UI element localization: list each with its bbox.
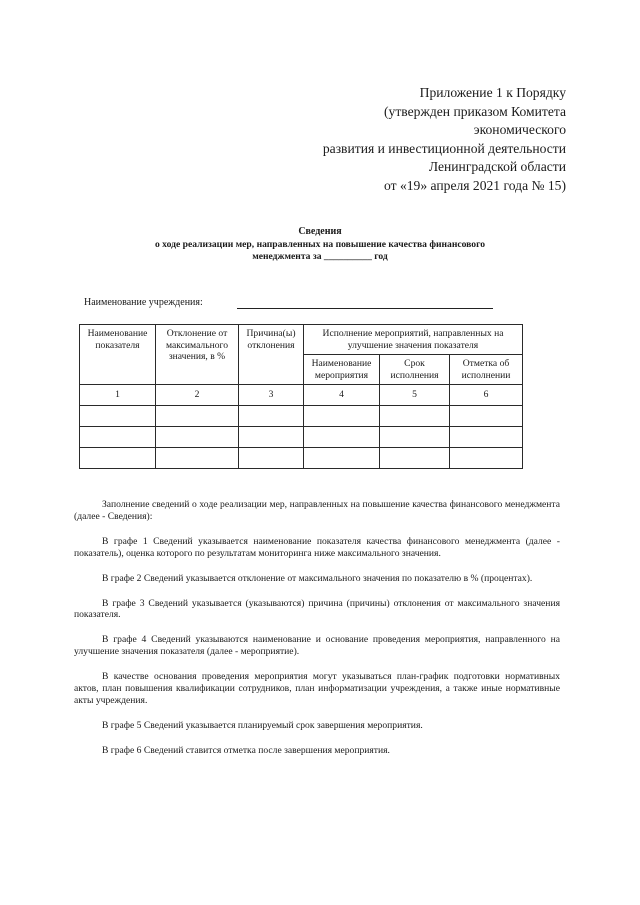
header-cell: Причина(ы) отклонения (239, 325, 304, 385)
table-cell (239, 448, 304, 469)
instructions-section (74, 499, 560, 770)
header-cell: Отметка об исполнении (450, 355, 523, 385)
instruction-paragraph: В графе 3 Сведений указывается (указываются) причина (причины) отклонения от максимального значения показателя. (74, 597, 560, 621)
column-number: 6 (450, 385, 523, 406)
table-cell (380, 406, 450, 427)
table-row (80, 448, 523, 469)
appendix-line: экономического (473, 122, 566, 138)
appendix-line: (утвержден приказом Комитета (384, 103, 566, 119)
org-label: Наименование учреждения: (84, 297, 203, 308)
title-heading: Сведения (298, 226, 342, 237)
title-line: о ходе реализации мер, направленных на повышение качества финансового (154, 238, 486, 250)
instruction-paragraph: В графе 2 Сведений указывается отклонение от максимального значения по показателю в % (процентах). (102, 572, 533, 584)
table-row (80, 406, 523, 427)
header-cell: Наименование показателя (80, 325, 156, 385)
table-cell (380, 448, 450, 469)
table-cell (80, 406, 156, 427)
table-cell (304, 406, 380, 427)
header-cell: Отклонение от максимального значения, в % (156, 325, 239, 385)
instruction-paragraph: Заполнение сведений о ходе реализации мер, направленных на повышение качества финансового менеджмента (далее - Сведения): (74, 499, 560, 522)
header-cell: Наименование мероприятия (304, 355, 380, 385)
column-number: 1 (80, 385, 156, 406)
column-number: 5 (380, 385, 450, 406)
appendix-line: развития и инвестиционной деятельности (322, 140, 566, 156)
table-cell (239, 427, 304, 448)
column-number: 4 (304, 385, 380, 406)
appendix-header (323, 84, 566, 196)
table-number-row (80, 385, 523, 406)
table-cell (450, 406, 523, 427)
table-cell (80, 427, 156, 448)
instruction-paragraph: В графе 1 Сведений указывается наименование показателя качества финансового менеджмента (далее - показатель), оценка которого по результатам мониторинга ниже максимального значения. (74, 535, 560, 559)
table-cell (156, 406, 239, 427)
table-cell (450, 427, 523, 448)
table-cell (450, 448, 523, 469)
header-group-cell: Исполнение мероприятий, направленных на улучшение значения показателя (304, 325, 523, 355)
table-header-row (80, 325, 523, 355)
column-number: 2 (156, 385, 239, 406)
table-cell (156, 448, 239, 469)
appendix-line: Приложение 1 к Порядку (419, 85, 566, 100)
instruction-paragraph: В графе 5 Сведений указывается планируемый срок завершения мероприятия. (102, 719, 423, 731)
report-table (79, 324, 523, 469)
table-cell (380, 427, 450, 448)
title-line: менеджмента за __________ год (252, 251, 388, 262)
instruction-paragraph: В графе 6 Сведений ставится отметка после завершения мероприятия. (102, 744, 390, 756)
instruction-paragraph: В графе 4 Сведений указываются наименование и основание проведения мероприятия, направленного на улучшение значения показателя (далее - мероприятие). (74, 634, 560, 658)
instruction-paragraph: В качестве основания проведения мероприятия могут указываться план-график подготовки нормативных актов, план повышения квалификации сотрудников, план информатизации учреждения, а также иные нормативные акты учреждения. (74, 671, 560, 706)
table-cell (304, 427, 380, 448)
appendix-line: Ленинградской области (428, 159, 566, 175)
org-input-line (237, 308, 493, 309)
table-cell (239, 406, 304, 427)
appendix-line: от «19» апреля 2021 года № 15) (383, 177, 566, 193)
table-cell (156, 427, 239, 448)
table-cell (80, 448, 156, 469)
header-cell: Срок исполнения (380, 355, 450, 385)
document-title (70, 226, 570, 264)
table-row (80, 427, 523, 448)
column-number: 3 (239, 385, 304, 406)
table-cell (304, 448, 380, 469)
